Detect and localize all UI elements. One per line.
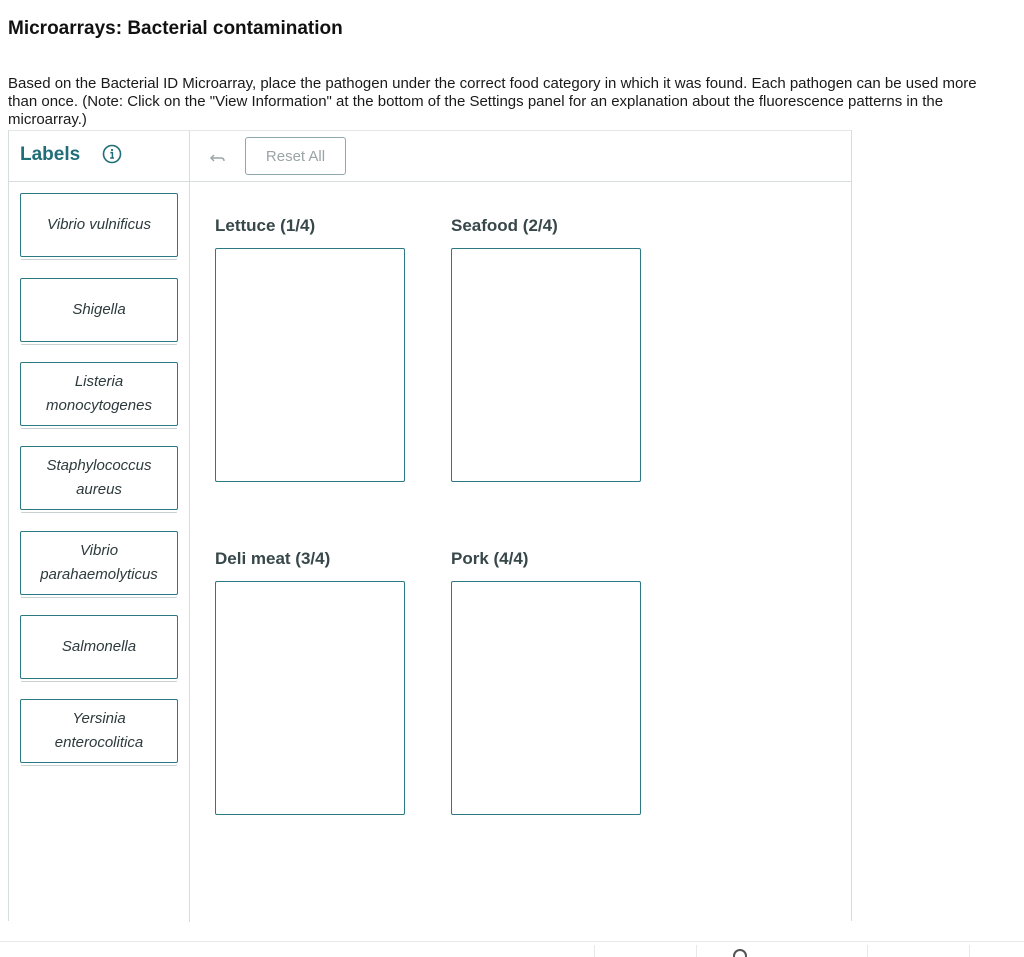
drop-zone-pork[interactable] bbox=[451, 581, 641, 815]
category-title-deli-meat: Deli meat (3/4) bbox=[215, 549, 331, 568]
footer-separator bbox=[867, 945, 868, 957]
reset-all-button[interactable]: Reset All bbox=[245, 137, 346, 175]
footer-separator bbox=[594, 945, 595, 957]
instructions-text: Based on the Bacterial ID Microarray, place the pathogen under the correct food category in which it was found. Each pathogen can be used more than once. (Note: Click on the "View Information" at the bottom of the Settings panel for an explanation about the fluorescence patterns in the microarray.) bbox=[8, 75, 977, 128]
page-title: Microarrays: Bacterial contamination bbox=[8, 18, 343, 39]
drop-zone-seafood[interactable] bbox=[451, 248, 641, 482]
label-card-shigella[interactable]: Shigella bbox=[20, 278, 178, 342]
labels-title: Labels bbox=[20, 144, 81, 165]
category-title-lettuce: Lettuce (1/4) bbox=[215, 216, 316, 235]
label-card-vibrio-vulnificus[interactable]: Vibrio vulnificus bbox=[20, 193, 178, 257]
labels-header bbox=[9, 131, 189, 182]
sidebar-divider bbox=[189, 131, 190, 922]
label-card-yersinia-enterocolitica[interactable]: Yersinia enterocolitica bbox=[20, 699, 178, 763]
drop-zone-lettuce[interactable] bbox=[215, 248, 405, 482]
label-card-salmonella[interactable]: Salmonella bbox=[20, 615, 178, 679]
label-card-staphylococcus-aureus[interactable]: Staphylococcus aureus bbox=[20, 446, 178, 510]
footer-separator bbox=[969, 945, 970, 957]
category-title-pork: Pork (4/4) bbox=[451, 549, 529, 568]
drag-drop-panel bbox=[8, 130, 852, 921]
info-circle-icon[interactable] bbox=[101, 143, 123, 165]
category-title-seafood: Seafood (2/4) bbox=[451, 216, 558, 235]
undo-arrow-icon[interactable] bbox=[206, 147, 228, 167]
footer-partial-icon bbox=[733, 949, 747, 957]
label-card-vibrio-parahaemolyticus[interactable]: Vibrio parahaemolyticus bbox=[20, 531, 178, 595]
footer-divider bbox=[0, 941, 1024, 942]
footer-separator bbox=[696, 945, 697, 957]
drop-zone-deli-meat[interactable] bbox=[215, 581, 405, 815]
toolbar bbox=[190, 131, 852, 182]
label-card-listeria-monocytogenes[interactable]: Listeria monocytogenes bbox=[20, 362, 178, 426]
